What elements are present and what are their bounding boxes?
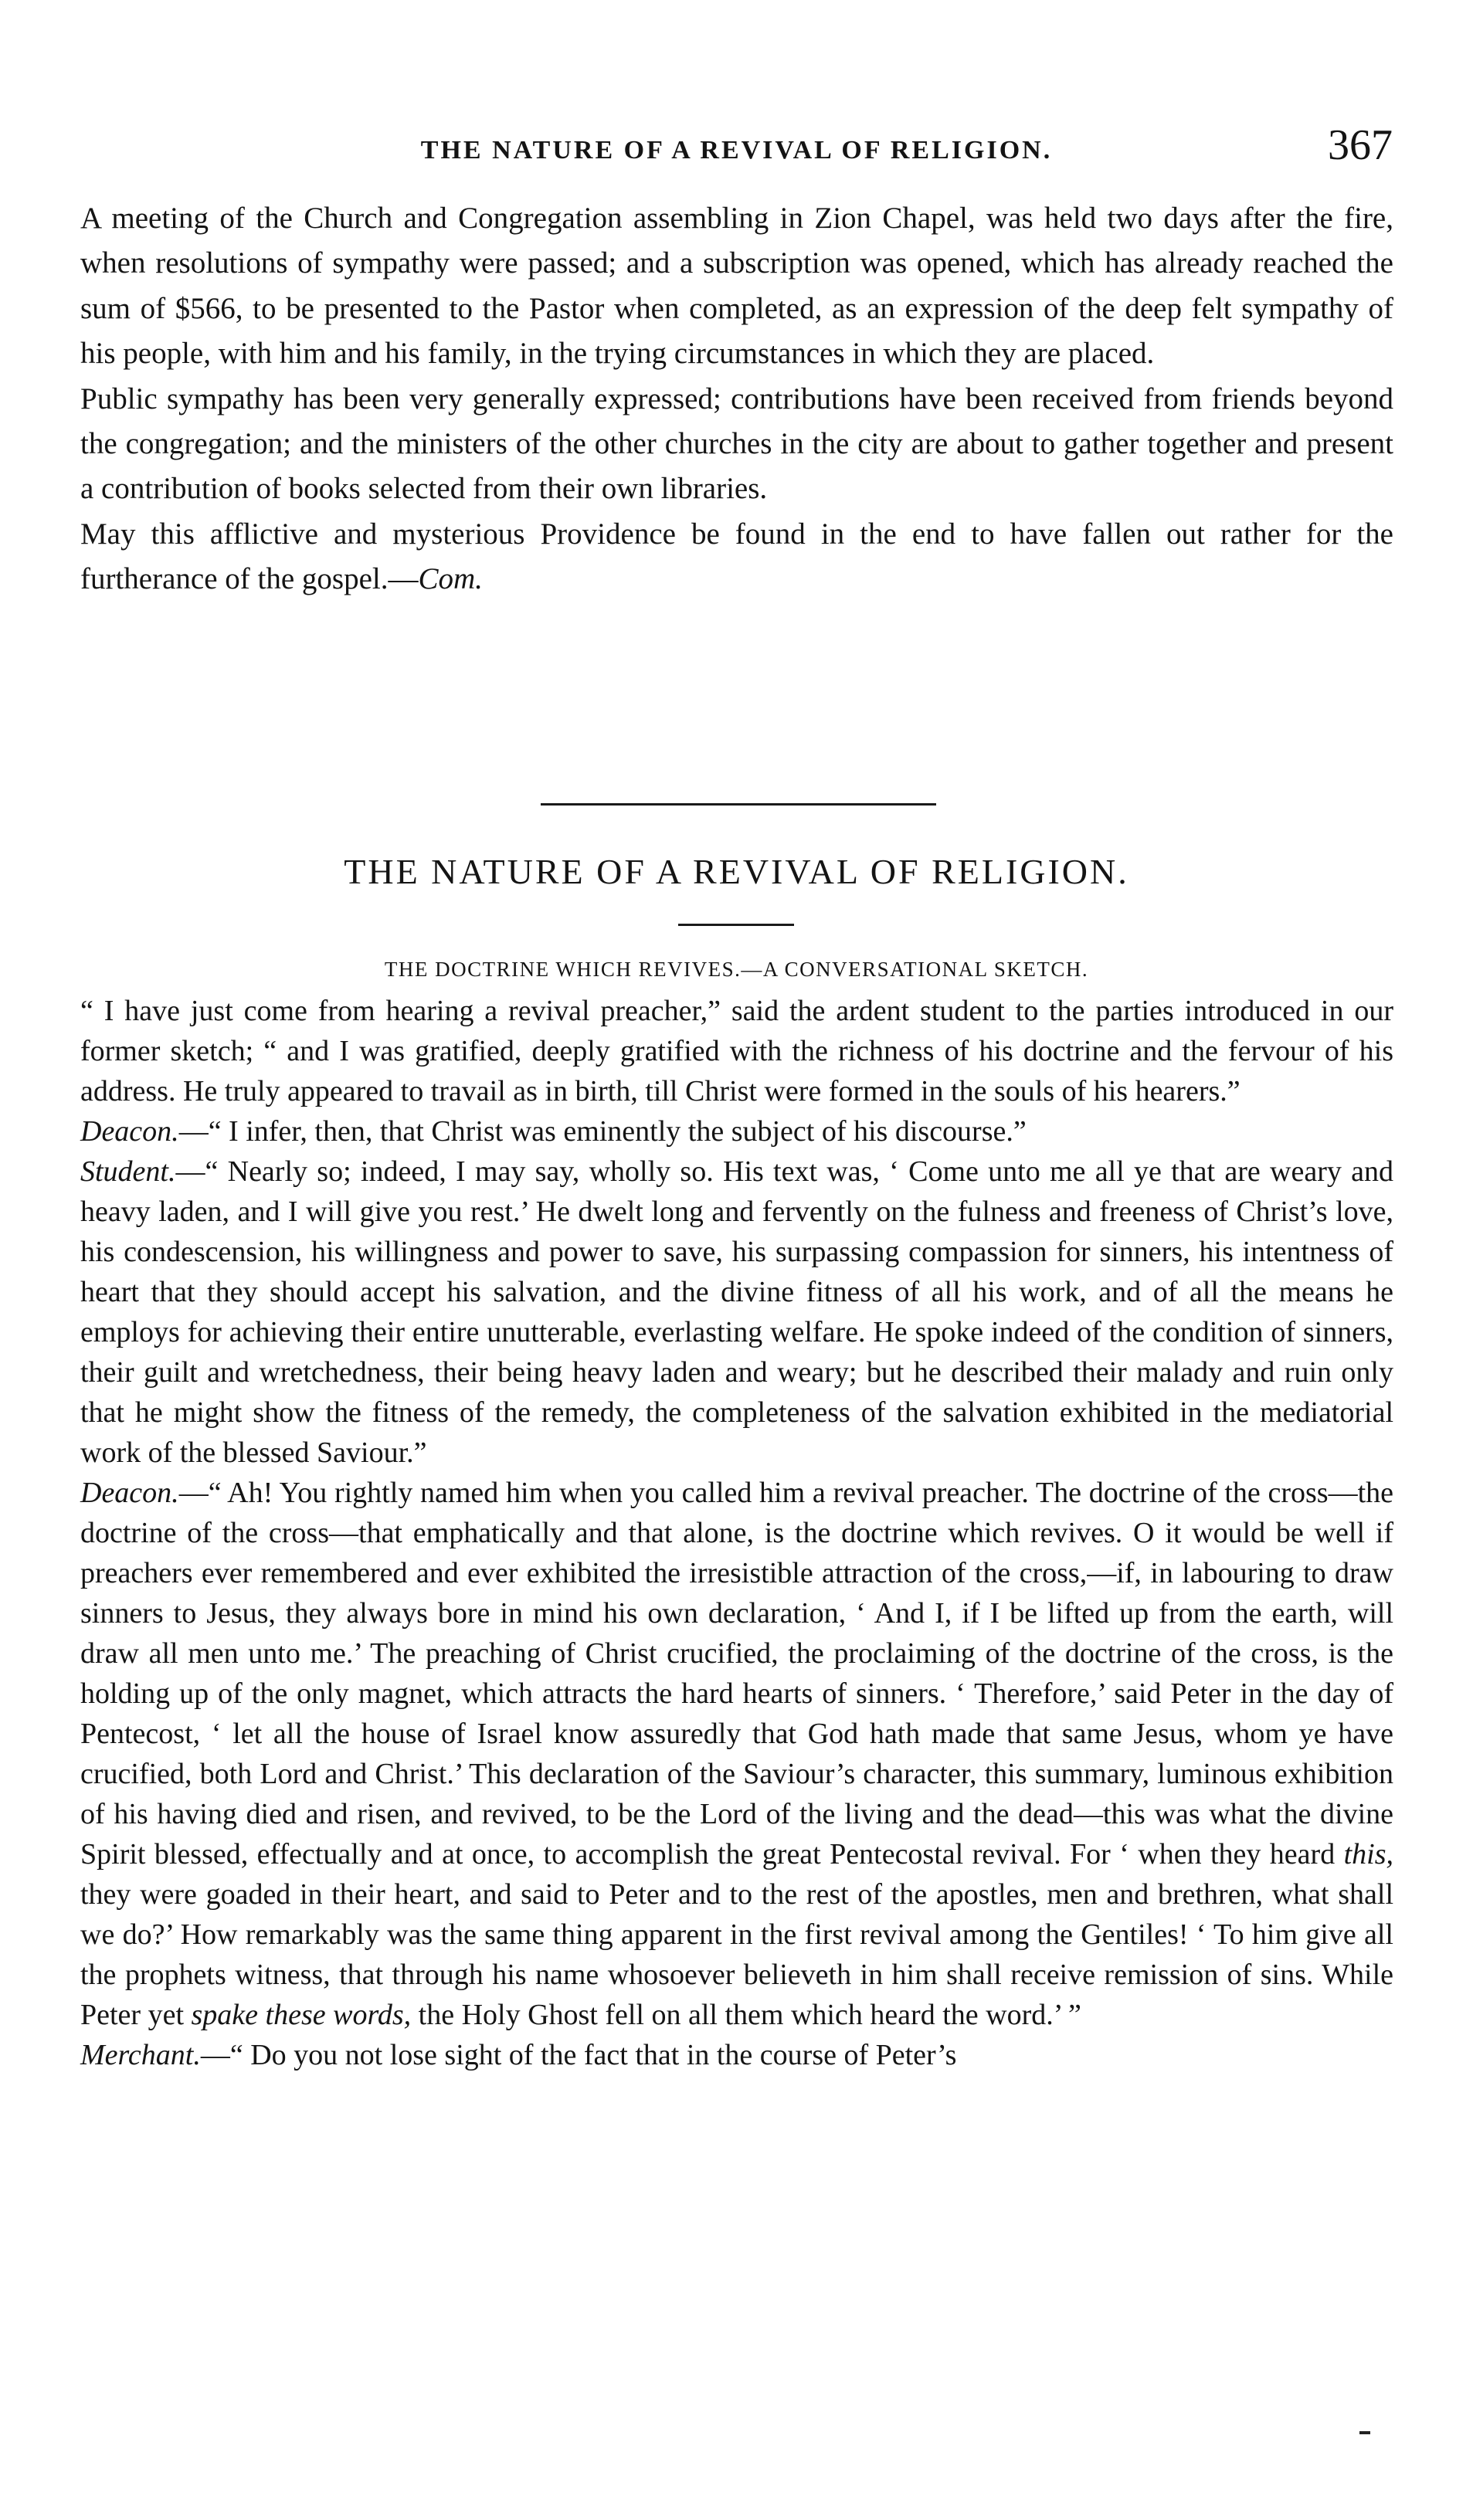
article-paragraph-1: “ I have just come from hearing a revival preacher,” said the ardent student to the parties introduced in our former sketch; “ and I was gratified, deeply gratified with the richness of his doctrine and the fervour of his address. He truly appeared to travail as in birth, till Christ were formed in the souls of his hearers.” [80,995,1393,1107]
print-mark [1359,2431,1370,2434]
dialogue-text: they were goaded in their heart, and said to Peter and to the rest of the apostles, men and brethren, what shall we do?’ How remarkably was the same thing apparent in the first revival among the Gentiles! ‘ To him give all the prophets witness, that through his name whosoever believeth in him shall receive remission of sins. While Peter yet [80,1878,1393,2031]
speaker-name: Deacon. [80,1477,179,1509]
emphasis-text: spake these words, [191,1999,412,2031]
article-title: THE NATURE OF A REVIVAL OF RELIGION. [344,852,1129,891]
speaker-name: Merchant. [80,2039,201,2071]
intro-paragraph-2: Public sympathy has been very generally expressed; contributions have been received from friends beyond the congregation; and the ministers of the other churches in the city are about to gather together and present a contribution of books selected from their own libraries. [80,382,1393,506]
article-paragraph-5 [80,2035,1393,2075]
intro-paragraph-3-text: May this afflictive and mysterious Providence be found in the end to have fallen out rather for the furtherance of the gospel.— [80,517,1393,596]
article-subtitle: THE DOCTRINE WHICH REVIVES.—A CONVERSATIONAL SKETCH. [384,958,1089,981]
intro-section [80,196,1393,602]
article-paragraph-4 [80,1473,1393,2035]
intro-paragraph-3 [80,512,1393,602]
running-head [80,122,1393,176]
dialogue-text: —“ Ah! You rightly named him when you called him a revival preacher. The doctrine of the cross—the doctrine of the cross—that emphatically and that alone, is the doctrine which revives. O it would be well if preachers ever remembered and ever exhibited the irresistible attraction of the cross,—if, in labouring to draw sinners to Jesus, they always bore in mind his own declaration, ‘ And I, if I be lifted up from the earth, will draw all men unto me.’ The preaching of Christ crucified, the proclaiming of the doctrine of the cross, is the holding up of the only magnet, which attracts the hard hearts of sinners. ‘ Therefore,’ said Peter in the day of Pentecost, ‘ let all the house of Israel know assuredly that God hath made that same Jesus, whom ye have crucified, both Lord and Christ.’ This declaration of the Saviour’s character, this summary, luminous exhibition of his having died and risen, and revived, to be the Lord of the living and the dead—this was what the divine Spirit blessed, effectually and at once, to accomplish the great Pentecostal revival. For ‘ when they heard [80,1477,1393,1870]
emphasis-text: this, [1343,1838,1393,1870]
article-body [80,991,1393,2075]
signature: Com. [418,562,483,596]
section-divider-rule [541,803,936,806]
running-title: THE NATURE OF A REVIVAL OF RELIGION. [420,136,1053,164]
page-number: 367 [1328,121,1393,169]
speaker-name: Deacon. [80,1115,179,1148]
dialogue-text: —“ Do you not lose sight of the fact that in the course of Peter’s [200,2039,957,2071]
title-underline-rule [678,924,794,926]
dialogue-text: —“ Nearly so; indeed, I may say, wholly so. His text was, ‘ Come unto me all ye that are weary and heavy laden, and I will give you rest.’ He dwelt long and fervently on the fulness and freeness of Christ’s love, his condescension, his willingness and power to save, his surpassing compassion for sinners, his intentness of heart that they should accept his salvation, and the divine fitness of all his work, and of all the means he employs for achieving their entire unutterable, everlasting welfare. He spoke indeed of the condition of sinners, their guilt and wretchedness, their being heavy laden and weary; but he described their malady and ruin only that he might show the fitness of the remedy, the completeness of the salvation exhibited in the mediatorial work of the blessed Saviour.” [80,1155,1393,1469]
speaker-name: Student. [80,1155,176,1188]
intro-paragraph-1: A meeting of the Church and Congregation assembling in Zion Chapel, was held two days after the fire, when resolutions of sympathy were passed; and a subscription was opened, which has already reached the sum of $566, to be presented to the Pastor when completed, as an expression of the deep felt sympathy of his people, with him and his family, in the trying circumstances in which they are placed. [80,202,1393,371]
article-paragraph-2 [80,1111,1393,1151]
dialogue-text: —“ I infer, then, that Christ was eminently the subject of his discourse.” [178,1115,1027,1148]
article-paragraph-3 [80,1151,1393,1473]
dialogue-text: the Holy Ghost fell on all them which heard the word.’ ” [411,1999,1081,2031]
